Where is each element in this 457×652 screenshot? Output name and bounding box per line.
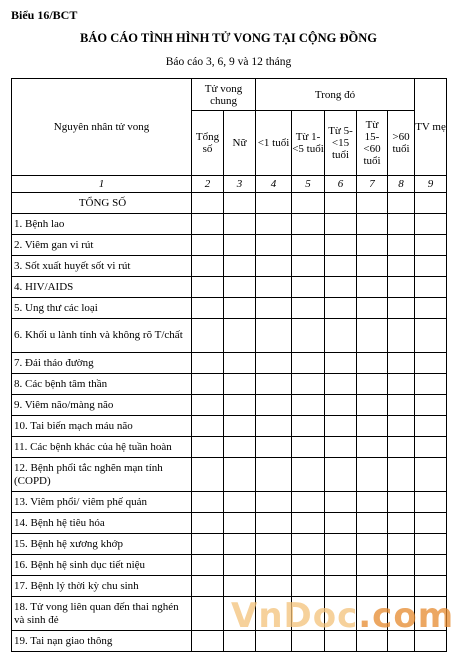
data-cell[interactable] <box>256 374 292 395</box>
data-cell[interactable] <box>292 214 325 235</box>
header-general-deaths: Tử vong chung <box>192 79 256 111</box>
data-cell[interactable] <box>415 555 447 576</box>
data-cell[interactable] <box>224 395 256 416</box>
data-cell[interactable] <box>292 513 325 534</box>
header-total: Tổng số <box>192 111 224 176</box>
data-cell[interactable] <box>388 395 415 416</box>
data-cell[interactable] <box>325 256 357 277</box>
data-cell[interactable] <box>388 214 415 235</box>
data-cell[interactable] <box>388 416 415 437</box>
cell[interactable] <box>256 193 292 214</box>
cause-label: 14. Bệnh hệ tiêu hóa <box>12 513 192 534</box>
data-cell[interactable] <box>357 576 388 597</box>
data-cell[interactable] <box>415 298 447 319</box>
data-cell[interactable] <box>224 277 256 298</box>
data-cell[interactable] <box>224 458 256 492</box>
cell[interactable] <box>388 193 415 214</box>
data-cell[interactable] <box>415 353 447 374</box>
data-cell[interactable] <box>415 256 447 277</box>
data-cell[interactable] <box>325 513 357 534</box>
data-cell[interactable] <box>256 513 292 534</box>
data-cell[interactable] <box>192 555 224 576</box>
data-cell[interactable] <box>325 319 357 353</box>
data-cell[interactable] <box>388 277 415 298</box>
data-cell[interactable] <box>292 458 325 492</box>
data-cell[interactable] <box>388 235 415 256</box>
data-cell[interactable] <box>292 374 325 395</box>
header-female: Nữ <box>224 111 256 176</box>
column-number: 5 <box>292 176 325 193</box>
data-cell[interactable] <box>192 631 224 652</box>
data-cell[interactable] <box>256 437 292 458</box>
data-cell[interactable] <box>415 395 447 416</box>
data-cell[interactable] <box>388 298 415 319</box>
column-number: 4 <box>256 176 292 193</box>
table-body <box>12 176 447 652</box>
data-cell[interactable] <box>292 277 325 298</box>
cause-label: 6. Khối u lành tính và không rõ T/chất <box>12 319 192 353</box>
cell[interactable] <box>292 193 325 214</box>
data-cell[interactable] <box>325 437 357 458</box>
header-maternal-deaths: TV mẹ <box>415 79 447 176</box>
data-cell[interactable] <box>357 416 388 437</box>
data-cell[interactable] <box>325 235 357 256</box>
data-cell[interactable] <box>325 458 357 492</box>
data-cell[interactable] <box>325 277 357 298</box>
cause-label: 2. Viêm gan vi rút <box>12 235 192 256</box>
data-cell[interactable] <box>325 395 357 416</box>
data-cell[interactable] <box>192 597 224 631</box>
mortality-report-table <box>11 78 447 652</box>
table-row <box>12 395 447 416</box>
table-row <box>12 277 447 298</box>
table-row <box>12 319 447 353</box>
data-cell[interactable] <box>192 374 224 395</box>
data-cell[interactable] <box>388 353 415 374</box>
cause-label: 17. Bệnh lý thời kỳ chu sinh <box>12 576 192 597</box>
data-cell[interactable] <box>357 374 388 395</box>
header-age-15-60: Từ 15-<60 tuổi <box>357 111 388 176</box>
data-cell[interactable] <box>224 492 256 513</box>
data-cell[interactable] <box>192 576 224 597</box>
column-number: 9 <box>415 176 447 193</box>
data-cell[interactable] <box>192 353 224 374</box>
data-cell[interactable] <box>224 576 256 597</box>
data-cell[interactable] <box>357 458 388 492</box>
data-cell[interactable] <box>256 319 292 353</box>
data-cell[interactable] <box>224 235 256 256</box>
vndoc-watermark-logo: VnDoc.com <box>231 596 455 636</box>
table-row-total <box>12 193 447 214</box>
data-cell[interactable] <box>292 256 325 277</box>
data-cell[interactable] <box>224 256 256 277</box>
data-cell[interactable] <box>325 492 357 513</box>
table-row <box>12 576 447 597</box>
data-cell[interactable] <box>415 277 447 298</box>
data-cell[interactable] <box>224 298 256 319</box>
data-cell[interactable] <box>192 492 224 513</box>
data-cell[interactable] <box>415 416 447 437</box>
data-cell[interactable] <box>357 555 388 576</box>
data-cell[interactable] <box>192 319 224 353</box>
data-cell[interactable] <box>325 298 357 319</box>
data-cell[interactable] <box>357 298 388 319</box>
data-cell[interactable] <box>388 319 415 353</box>
data-cell[interactable] <box>192 277 224 298</box>
data-cell[interactable] <box>415 576 447 597</box>
column-number: 1 <box>12 176 192 193</box>
data-cell[interactable] <box>292 235 325 256</box>
data-cell[interactable] <box>224 534 256 555</box>
column-number: 6 <box>325 176 357 193</box>
cause-label: 10. Tai biến mạch máu não <box>12 416 192 437</box>
data-cell[interactable] <box>192 235 224 256</box>
data-cell[interactable] <box>224 513 256 534</box>
cause-label: 11. Các bệnh khác của hệ tuần hoàn <box>12 437 192 458</box>
table-row <box>12 534 447 555</box>
data-cell[interactable] <box>256 576 292 597</box>
cell[interactable] <box>415 193 447 214</box>
data-cell[interactable] <box>292 576 325 597</box>
data-cell[interactable] <box>224 353 256 374</box>
data-cell[interactable] <box>415 319 447 353</box>
total-label: TỔNG SỐ <box>12 193 192 214</box>
data-cell[interactable] <box>292 492 325 513</box>
data-cell[interactable] <box>388 256 415 277</box>
data-cell[interactable] <box>292 353 325 374</box>
data-cell[interactable] <box>224 437 256 458</box>
data-cell[interactable] <box>256 492 292 513</box>
data-cell[interactable] <box>388 576 415 597</box>
cause-label: 1. Bệnh lao <box>12 214 192 235</box>
table-row <box>12 374 447 395</box>
data-cell[interactable] <box>325 374 357 395</box>
data-cell[interactable] <box>256 256 292 277</box>
table-row <box>12 214 447 235</box>
header-cause: Nguyên nhân tử vong <box>12 79 192 176</box>
data-cell[interactable] <box>192 513 224 534</box>
data-cell[interactable] <box>325 555 357 576</box>
cell[interactable] <box>224 193 256 214</box>
data-cell[interactable] <box>388 534 415 555</box>
table-row <box>12 555 447 576</box>
data-cell[interactable] <box>325 214 357 235</box>
data-cell[interactable] <box>357 395 388 416</box>
data-cell[interactable] <box>292 555 325 576</box>
data-cell[interactable] <box>192 298 224 319</box>
data-cell[interactable] <box>192 256 224 277</box>
data-cell[interactable] <box>388 492 415 513</box>
data-cell[interactable] <box>388 513 415 534</box>
data-cell[interactable] <box>415 437 447 458</box>
data-cell[interactable] <box>256 534 292 555</box>
data-cell[interactable] <box>357 534 388 555</box>
data-cell[interactable] <box>388 458 415 492</box>
data-cell[interactable] <box>415 513 447 534</box>
data-cell[interactable] <box>357 277 388 298</box>
cause-label: 4. HIV/AIDS <box>12 277 192 298</box>
table-row <box>12 353 447 374</box>
data-cell[interactable] <box>415 374 447 395</box>
data-cell[interactable] <box>192 395 224 416</box>
cause-label: 12. Bệnh phổi tắc nghẽn mạn tính (COPD) <box>12 458 192 492</box>
data-cell[interactable] <box>388 374 415 395</box>
cell[interactable] <box>325 193 357 214</box>
column-number: 8 <box>388 176 415 193</box>
data-cell[interactable] <box>292 534 325 555</box>
table-row <box>12 235 447 256</box>
data-cell[interactable] <box>388 555 415 576</box>
data-cell[interactable] <box>415 534 447 555</box>
data-cell[interactable] <box>325 416 357 437</box>
data-cell[interactable] <box>415 492 447 513</box>
data-cell[interactable] <box>292 395 325 416</box>
data-cell[interactable] <box>325 534 357 555</box>
data-cell[interactable] <box>415 214 447 235</box>
header-age-1-5: Từ 1-<5 tuổi <box>292 111 325 176</box>
cause-label: 16. Bệnh hệ sinh dục tiết niệu <box>12 555 192 576</box>
table-row <box>12 416 447 437</box>
data-cell[interactable] <box>256 458 292 492</box>
cause-label: 7. Đái tháo đường <box>12 353 192 374</box>
header-of-which: Trong đó <box>256 79 415 111</box>
cause-label: 8. Các bệnh tâm thần <box>12 374 192 395</box>
data-cell[interactable] <box>192 437 224 458</box>
cell[interactable] <box>192 193 224 214</box>
cause-label: 3. Sốt xuất huyết sốt vi rút <box>12 256 192 277</box>
cell[interactable] <box>357 193 388 214</box>
data-cell[interactable] <box>224 555 256 576</box>
data-cell[interactable] <box>256 555 292 576</box>
form-code: Biểu 16/BCT <box>11 8 78 22</box>
data-cell[interactable] <box>256 298 292 319</box>
data-cell[interactable] <box>357 319 388 353</box>
cause-label: 13. Viêm phổi/ viêm phế quản <box>12 492 192 513</box>
report-subtitle: Báo cáo 3, 6, 9 và 12 tháng <box>165 56 292 68</box>
data-cell[interactable] <box>292 319 325 353</box>
header-age-over-60: >60 tuổi <box>388 111 415 176</box>
cause-label: 19. Tai nạn giao thông <box>12 631 192 652</box>
data-cell[interactable] <box>256 277 292 298</box>
table-row <box>12 298 447 319</box>
table-row <box>12 513 447 534</box>
cause-label: 15. Bệnh hệ xương khớp <box>12 534 192 555</box>
data-cell[interactable] <box>224 319 256 353</box>
table-row <box>12 437 447 458</box>
data-cell[interactable] <box>292 298 325 319</box>
data-cell[interactable] <box>192 214 224 235</box>
data-cell[interactable] <box>415 458 447 492</box>
column-number: 2 <box>192 176 224 193</box>
header-age-5-15: Từ 5-<15 tuổi <box>325 111 357 176</box>
data-cell[interactable] <box>256 416 292 437</box>
data-cell[interactable] <box>357 235 388 256</box>
data-cell[interactable] <box>256 214 292 235</box>
table-row <box>12 492 447 513</box>
data-cell[interactable] <box>357 513 388 534</box>
data-cell[interactable] <box>357 437 388 458</box>
data-cell[interactable] <box>415 235 447 256</box>
data-cell[interactable] <box>325 353 357 374</box>
data-cell[interactable] <box>192 458 224 492</box>
data-cell[interactable] <box>325 576 357 597</box>
data-cell[interactable] <box>224 374 256 395</box>
data-cell[interactable] <box>224 416 256 437</box>
data-cell[interactable] <box>192 416 224 437</box>
cause-label: 5. Ung thư các loại <box>12 298 192 319</box>
cause-label: 18. Tử vong liên quan đến thai nghén và sinh đẻ <box>12 597 192 631</box>
data-cell[interactable] <box>256 235 292 256</box>
data-cell[interactable] <box>292 416 325 437</box>
data-cell[interactable] <box>388 437 415 458</box>
report-title: BÁO CÁO TÌNH HÌNH TỬ VONG TẠI CỘNG ĐỒNG <box>79 31 377 45</box>
data-cell[interactable] <box>357 492 388 513</box>
table-row <box>12 458 447 492</box>
data-cell[interactable] <box>357 353 388 374</box>
column-number-row <box>12 176 447 193</box>
data-cell[interactable] <box>357 214 388 235</box>
column-number: 3 <box>224 176 256 193</box>
column-number: 7 <box>357 176 388 193</box>
data-cell[interactable] <box>256 395 292 416</box>
cause-label: 9. Viêm não/màng não <box>12 395 192 416</box>
data-cell[interactable] <box>192 534 224 555</box>
header-age-under-1: <1 tuổi <box>256 111 292 176</box>
data-cell[interactable] <box>292 437 325 458</box>
data-cell[interactable] <box>256 353 292 374</box>
table-row <box>12 256 447 277</box>
data-cell[interactable] <box>224 214 256 235</box>
data-cell[interactable] <box>357 256 388 277</box>
